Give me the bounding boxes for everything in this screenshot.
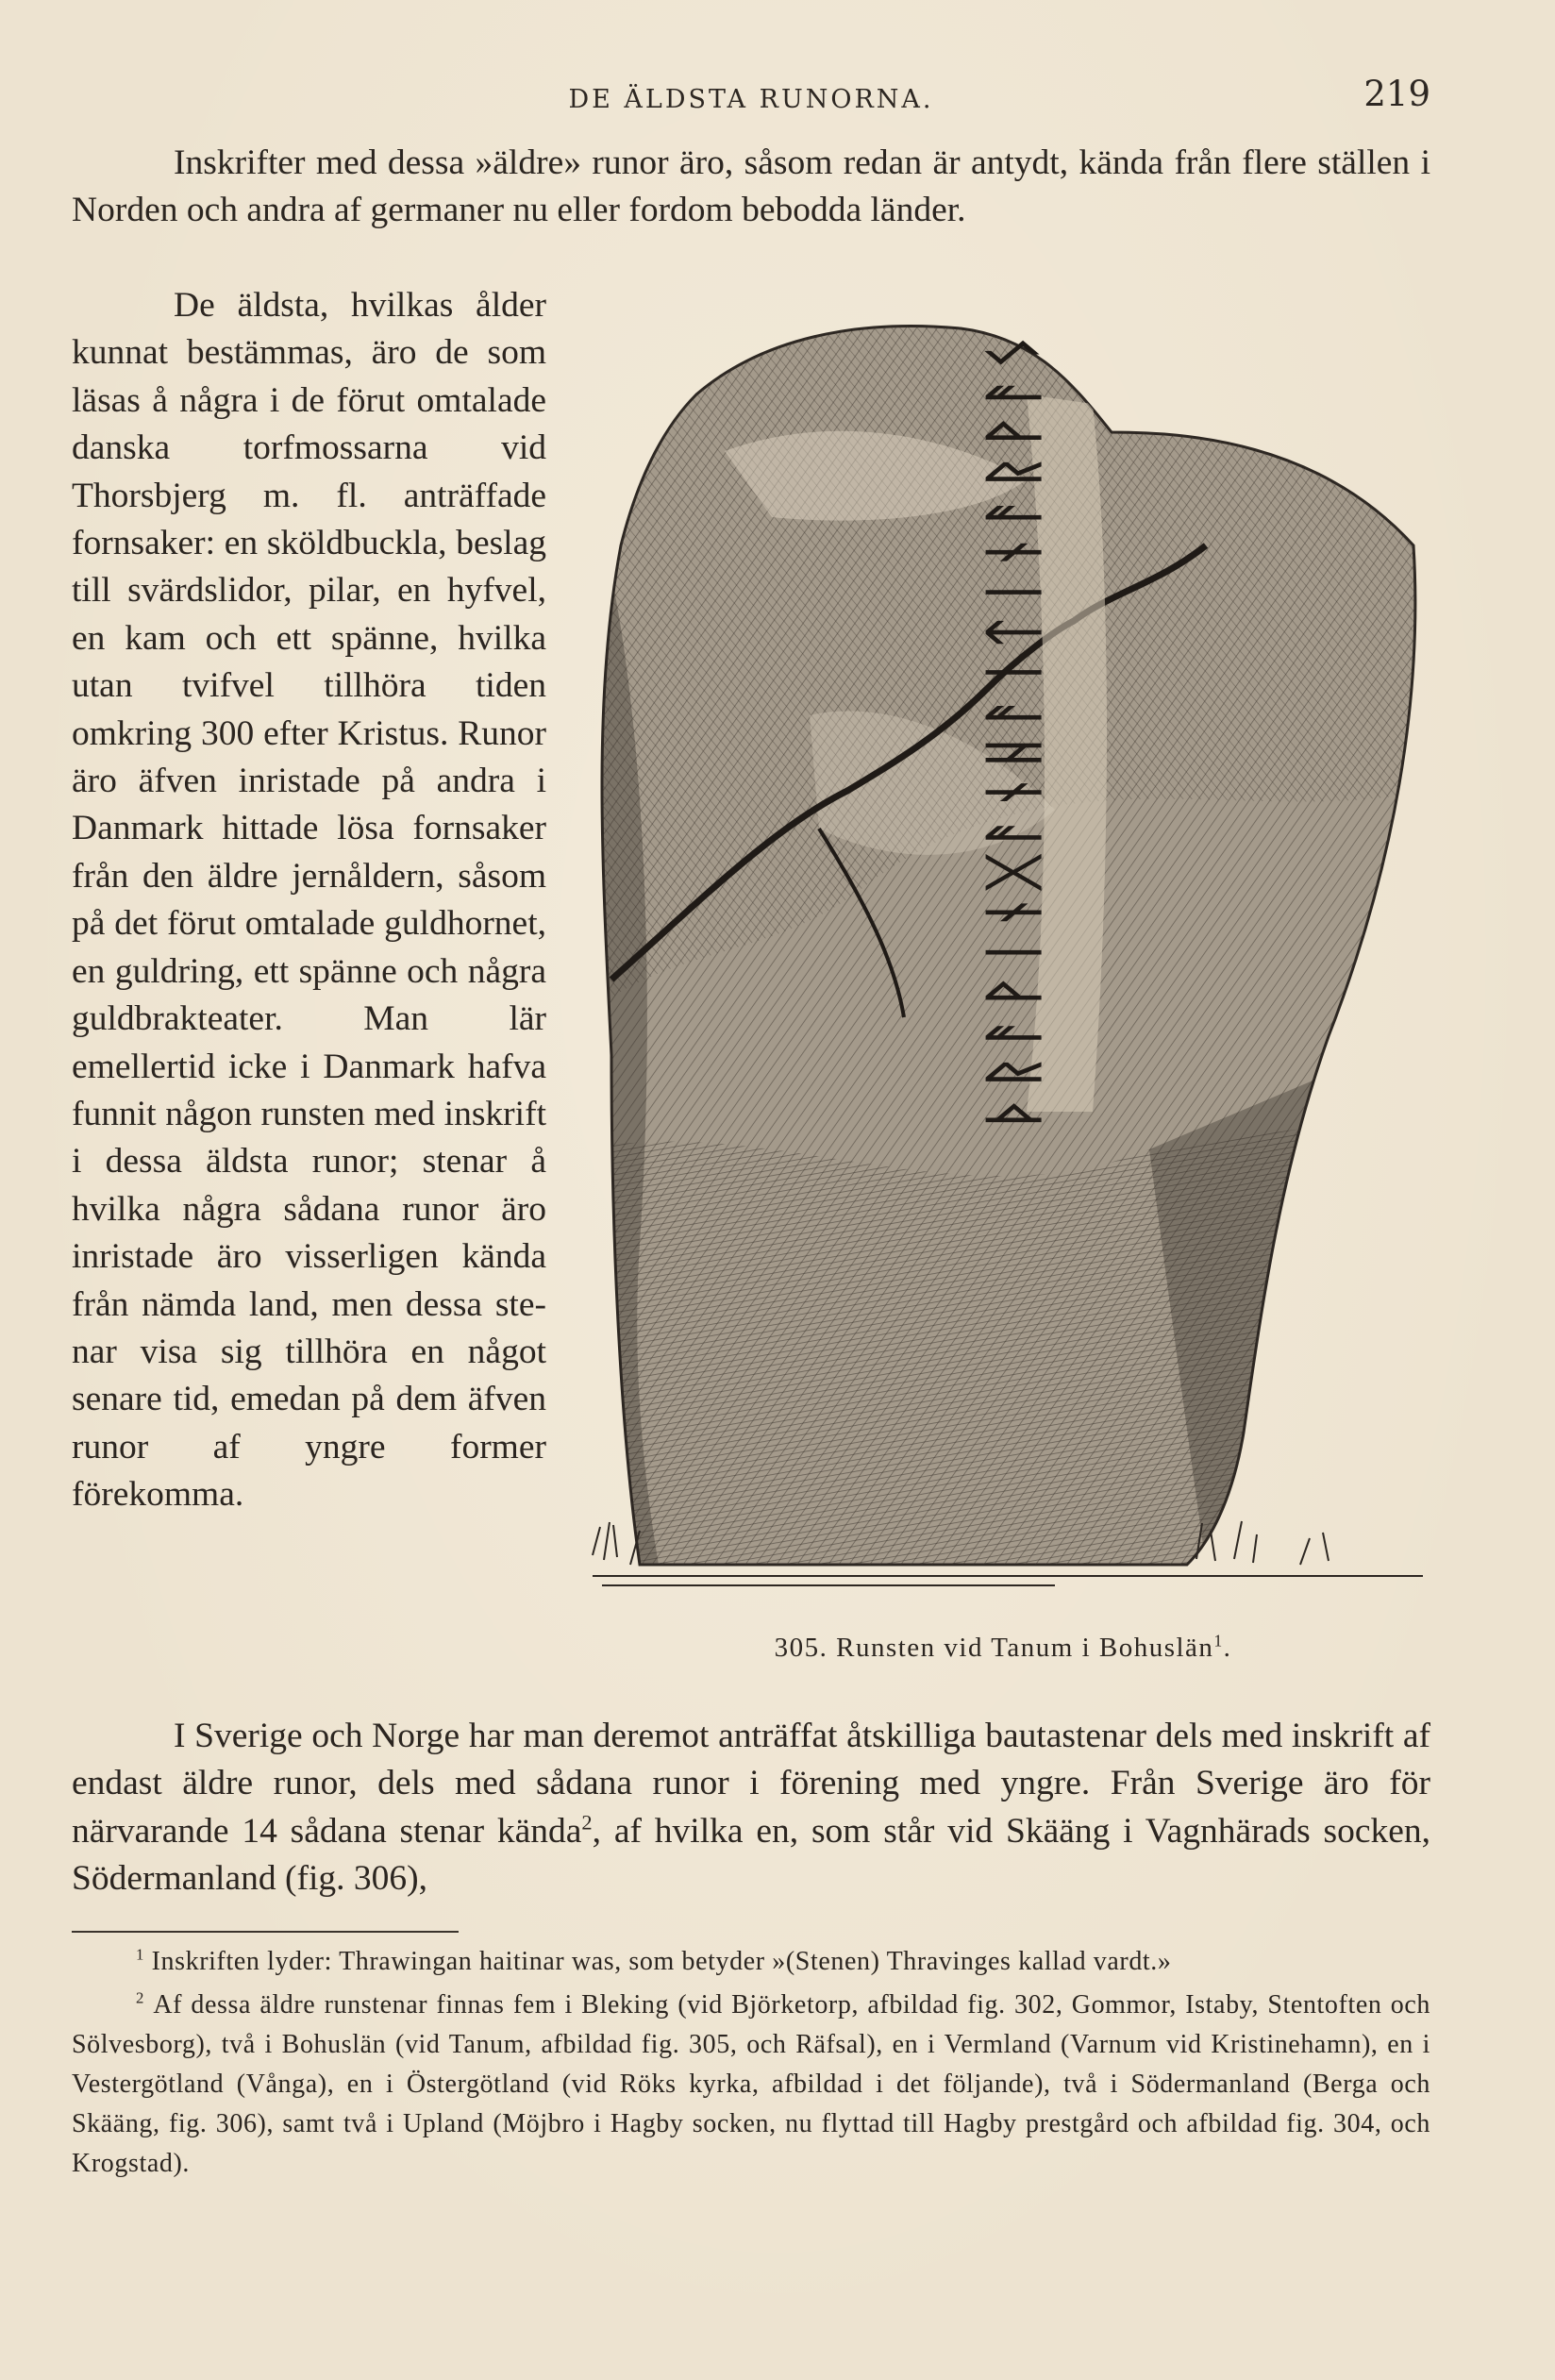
footnote-2	[72, 1986, 1430, 2184]
paragraph-intro: Inskrifter med dessa »äldre» runor äro, såsom redan är antydt, kända från flere ställen i Norden och andra af germaner nu eller fordom bebodda länder.	[72, 143, 1430, 230]
rune-inscription: ᚦᚱᚨᚹᛁᚾᚷᚨᚾᚺᚨᛁᛏᛁᚾᚨᚱᚹᚨᛊ	[979, 330, 1049, 1131]
footnote-1	[72, 1942, 1430, 1982]
footnote-mark: 1	[136, 1945, 144, 1964]
caption-footnote-ref[interactable]: 1	[1213, 1631, 1224, 1651]
footnote-mark: 2	[136, 1988, 144, 2007]
caption-text: 305. Runsten vid Tanum i Bohuslän	[774, 1633, 1214, 1663]
paragraph-sweden-norway-tail: , af hvilka en, som står vid Skääng i Vagnhärads socken, Södermanland (fig. 306),	[72, 1811, 1430, 1899]
caption-period: .	[1223, 1633, 1232, 1663]
paragraph-sweden-norway-text: I Sverige och Norge har man deremot anträffat åtskilliga bautastenar dels med inskrift af endast äldre runor, dels med sådana runor i förening med yngre. Från Sverige äro för närvarande 14 sådana stenar kända	[72, 1717, 1430, 1851]
paragraph-sweden-norway	[72, 1713, 1430, 1903]
page-number: 219	[1363, 74, 1430, 114]
running-title: DE ÄLDSTA RUNORNA.	[568, 85, 934, 114]
figure-caption	[583, 1633, 1423, 1664]
footnote-ref-2[interactable]: 2	[581, 1810, 593, 1835]
page-header	[72, 74, 1430, 121]
footnote-separator	[72, 1931, 459, 1933]
figure-runestone	[583, 300, 1428, 1626]
footnote-text: Af dessa äldre runstenar finnas fem i Bleking (vid Björketorp, afbildad fig. 302, Gommor, Istaby, Stentoften och Sölvesborg), två i Bohuslän (vid Tanum, afbildad fig. 305, och Räfsal), en i Vermland (Varnum vid Kristinehamn), en i Vestergötland (Vånga), en i Östergötland (vid Röks kyrka, afbildad i det följande), två i Södermanland (Berga och Skääng, fig. 306), samt två i Upland (Möjbro i Hagby socken, nu flyttad till Hagby prestgård och afbildad fig. 304, och Krogstad).	[72, 1990, 1430, 2178]
footnote-text: Inskriften lyder: Thrawingan haitinar was, som betyder »(Stenen) Thravinges kallad vardt.»	[151, 1947, 1172, 1976]
footnotes	[72, 1942, 1430, 2187]
runestone-illustration	[583, 300, 1428, 1626]
paragraph-oldest-runes: De äldsta, hvilkas ålder kunnat bestämmas, äro de som läsas å några i de förut omtalade danska torfmossarna vid Thorsbjerg m. fl. anträffade fornsaker: en sköldbuckla, beslag till svärdslidor, pilar, en hyfvel, en kam och ett spänne, hvilka utan tvifvel tillhöra tiden omkring 300 efter Kristus. Runor äro äfven inristade på andra i Danmark hittade lösa fornsaker från den äldre jernåldern, såsom på det förut omtalade guldhornet, en guldring, ett spänne och några guldbrakteater. Man lär emellertid icke i Danmark hafva funnit någon runsten med inskrift i dessa äldsta runor; stenar å hvilka några sådana runor äro inristade äro visserligen kända från nämda land, men dessa stenar visa sig tillhöra en något senare tid, emedan på dem äfven runor af yngre former förekomma.	[72, 286, 546, 1515]
